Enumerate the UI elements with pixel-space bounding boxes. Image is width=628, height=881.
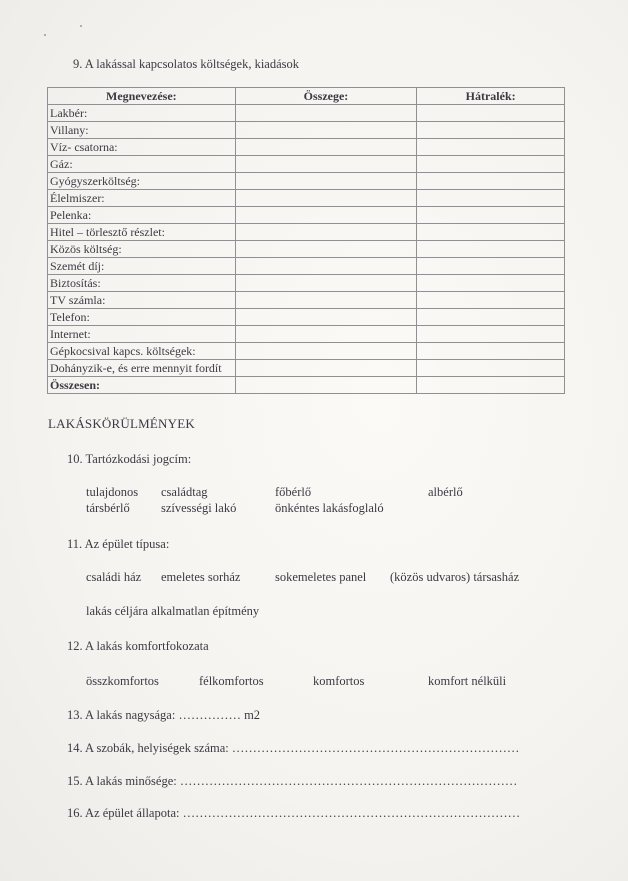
table-row [48, 122, 565, 139]
row-label: Élelmiszer: [48, 190, 236, 207]
row-label: Biztosítás: [48, 275, 236, 292]
arrears-cell[interactable] [417, 360, 565, 377]
row-label: Telefon: [48, 309, 236, 326]
question-10-label: 10. Tartózkodási jogcím: [67, 452, 192, 466]
question-13-label: 13. A lakás nagysága: [67, 708, 176, 722]
arrears-cell[interactable] [417, 309, 565, 326]
table-row [48, 292, 565, 309]
table-header-row [48, 88, 565, 105]
option-csaladi-haz[interactable]: családi ház [86, 570, 142, 584]
option-komfortos[interactable]: komfortos [313, 674, 365, 688]
question-16 [67, 806, 520, 821]
arrears-cell[interactable] [417, 326, 565, 343]
option-komfort-nelkuli[interactable]: komfort nélküli [428, 674, 507, 688]
row-label: Szemét díj: [48, 258, 236, 275]
row-label-total: Összesen: [48, 377, 236, 394]
row-label: Gépkocsival kapcs. költségek: [48, 343, 236, 360]
arrears-cell[interactable] [417, 343, 565, 360]
option-tulajdonos[interactable]: tulajdonos [86, 485, 139, 499]
row-label: Gáz: [48, 156, 236, 173]
option-felkomfortos[interactable]: félkomfortos [199, 674, 264, 688]
size-unit: m2 [244, 708, 261, 722]
table-row [48, 173, 565, 190]
arrears-cell[interactable] [417, 258, 565, 275]
section-heading: LAKÁSKÖRÜLMÉNYEK [48, 416, 195, 431]
table-row [48, 224, 565, 241]
question-14-label: 14. A szobák, helyiségek száma: [67, 741, 229, 755]
table-row [48, 139, 565, 156]
question-13 [67, 708, 260, 723]
condition-fill-line[interactable]: ……………………………………………………………………… [182, 806, 521, 820]
amount-cell[interactable] [235, 292, 417, 309]
size-fill-line[interactable]: …………… [178, 708, 241, 722]
table-row [48, 258, 565, 275]
arrears-cell[interactable] [417, 292, 565, 309]
option-foberlo[interactable]: főbérlő [275, 485, 312, 499]
arrears-cell[interactable] [417, 173, 565, 190]
column-header-amount: Összege: [235, 88, 417, 105]
row-label: Villany: [48, 122, 236, 139]
option-onkentes-lakasfoglalo[interactable]: önkéntes lakásfoglaló [275, 501, 384, 515]
table-row [48, 360, 565, 377]
amount-cell[interactable] [235, 156, 417, 173]
amount-cell[interactable] [235, 343, 417, 360]
option-osszkomfortos[interactable]: összkomfortos [86, 674, 159, 688]
amount-cell[interactable] [235, 241, 417, 258]
row-label: Közös költség: [48, 241, 236, 258]
amount-cell[interactable] [235, 377, 417, 394]
amount-cell[interactable] [235, 360, 417, 377]
row-label: Internet: [48, 326, 236, 343]
table-row [48, 190, 565, 207]
paper-speck [44, 34, 46, 36]
amount-cell[interactable] [235, 190, 417, 207]
option-csaladtag[interactable]: családtag [161, 485, 208, 499]
row-label: TV számla: [48, 292, 236, 309]
amount-cell[interactable] [235, 122, 417, 139]
table-row [48, 275, 565, 292]
question-14 [67, 741, 519, 756]
row-label: Dohányzik-e, és erre mennyit fordít [48, 360, 236, 377]
amount-cell[interactable] [235, 173, 417, 190]
quality-fill-line[interactable]: ……………………………………………………………………… [179, 774, 518, 788]
row-label: Hitel – törlesztő részlet: [48, 224, 236, 241]
section-9-title: 9. A lakással kapcsolatos költségek, kiadások [73, 57, 300, 71]
arrears-cell[interactable] [417, 156, 565, 173]
paper-speck [80, 25, 82, 27]
amount-cell[interactable] [235, 326, 417, 343]
question-15 [67, 774, 517, 789]
arrears-cell[interactable] [417, 241, 565, 258]
column-header-name: Megnevezése: [48, 88, 236, 105]
arrears-cell[interactable] [417, 190, 565, 207]
row-label: Víz- csatorna: [48, 139, 236, 156]
amount-cell[interactable] [235, 275, 417, 292]
question-11-label: 11. Az épület típusa: [67, 537, 170, 551]
table-row [48, 309, 565, 326]
arrears-cell[interactable] [417, 377, 565, 394]
amount-cell[interactable] [235, 224, 417, 241]
row-label: Lakbér: [48, 105, 236, 122]
option-emeletes-sorhaz[interactable]: emeletes sorház [161, 570, 241, 584]
option-szivessegi-lako[interactable]: szívességi lakó [161, 501, 237, 515]
arrears-cell[interactable] [417, 122, 565, 139]
amount-cell[interactable] [235, 105, 417, 122]
costs-table [47, 87, 565, 394]
option-alkalmatlan-epitmeny[interactable]: lakás céljára alkalmatlan építmény [86, 604, 260, 618]
arrears-cell[interactable] [417, 275, 565, 292]
table-row [48, 343, 565, 360]
arrears-cell[interactable] [417, 139, 565, 156]
amount-cell[interactable] [235, 207, 417, 224]
table-row-total [48, 377, 565, 394]
option-alberlo[interactable]: albérlő [428, 485, 463, 499]
arrears-cell[interactable] [417, 224, 565, 241]
table-row [48, 156, 565, 173]
arrears-cell[interactable] [417, 105, 565, 122]
row-label: Gyógyszerköltség: [48, 173, 236, 190]
table-row [48, 241, 565, 258]
table-row [48, 105, 565, 122]
amount-cell[interactable] [235, 258, 417, 275]
table-row [48, 207, 565, 224]
option-sokemeletes-panel[interactable]: sokemeletes panel [275, 570, 367, 584]
question-12-label: 12. A lakás komfortfokozata [67, 639, 209, 653]
question-15-label: 15. A lakás minősége: [67, 774, 177, 788]
option-tarsberlo[interactable]: társbérlő [86, 501, 130, 515]
option-tarsashaz[interactable]: (közös udvaros) társasház [390, 570, 520, 584]
arrears-cell[interactable] [417, 207, 565, 224]
rooms-fill-line[interactable]: …………………………………………………………… [231, 741, 520, 755]
table-row [48, 326, 565, 343]
column-header-arrears: Hátralék: [417, 88, 565, 105]
row-label: Pelenka: [48, 207, 236, 224]
amount-cell[interactable] [235, 309, 417, 326]
question-16-label: 16. Az épület állapota: [67, 806, 180, 820]
amount-cell[interactable] [235, 139, 417, 156]
